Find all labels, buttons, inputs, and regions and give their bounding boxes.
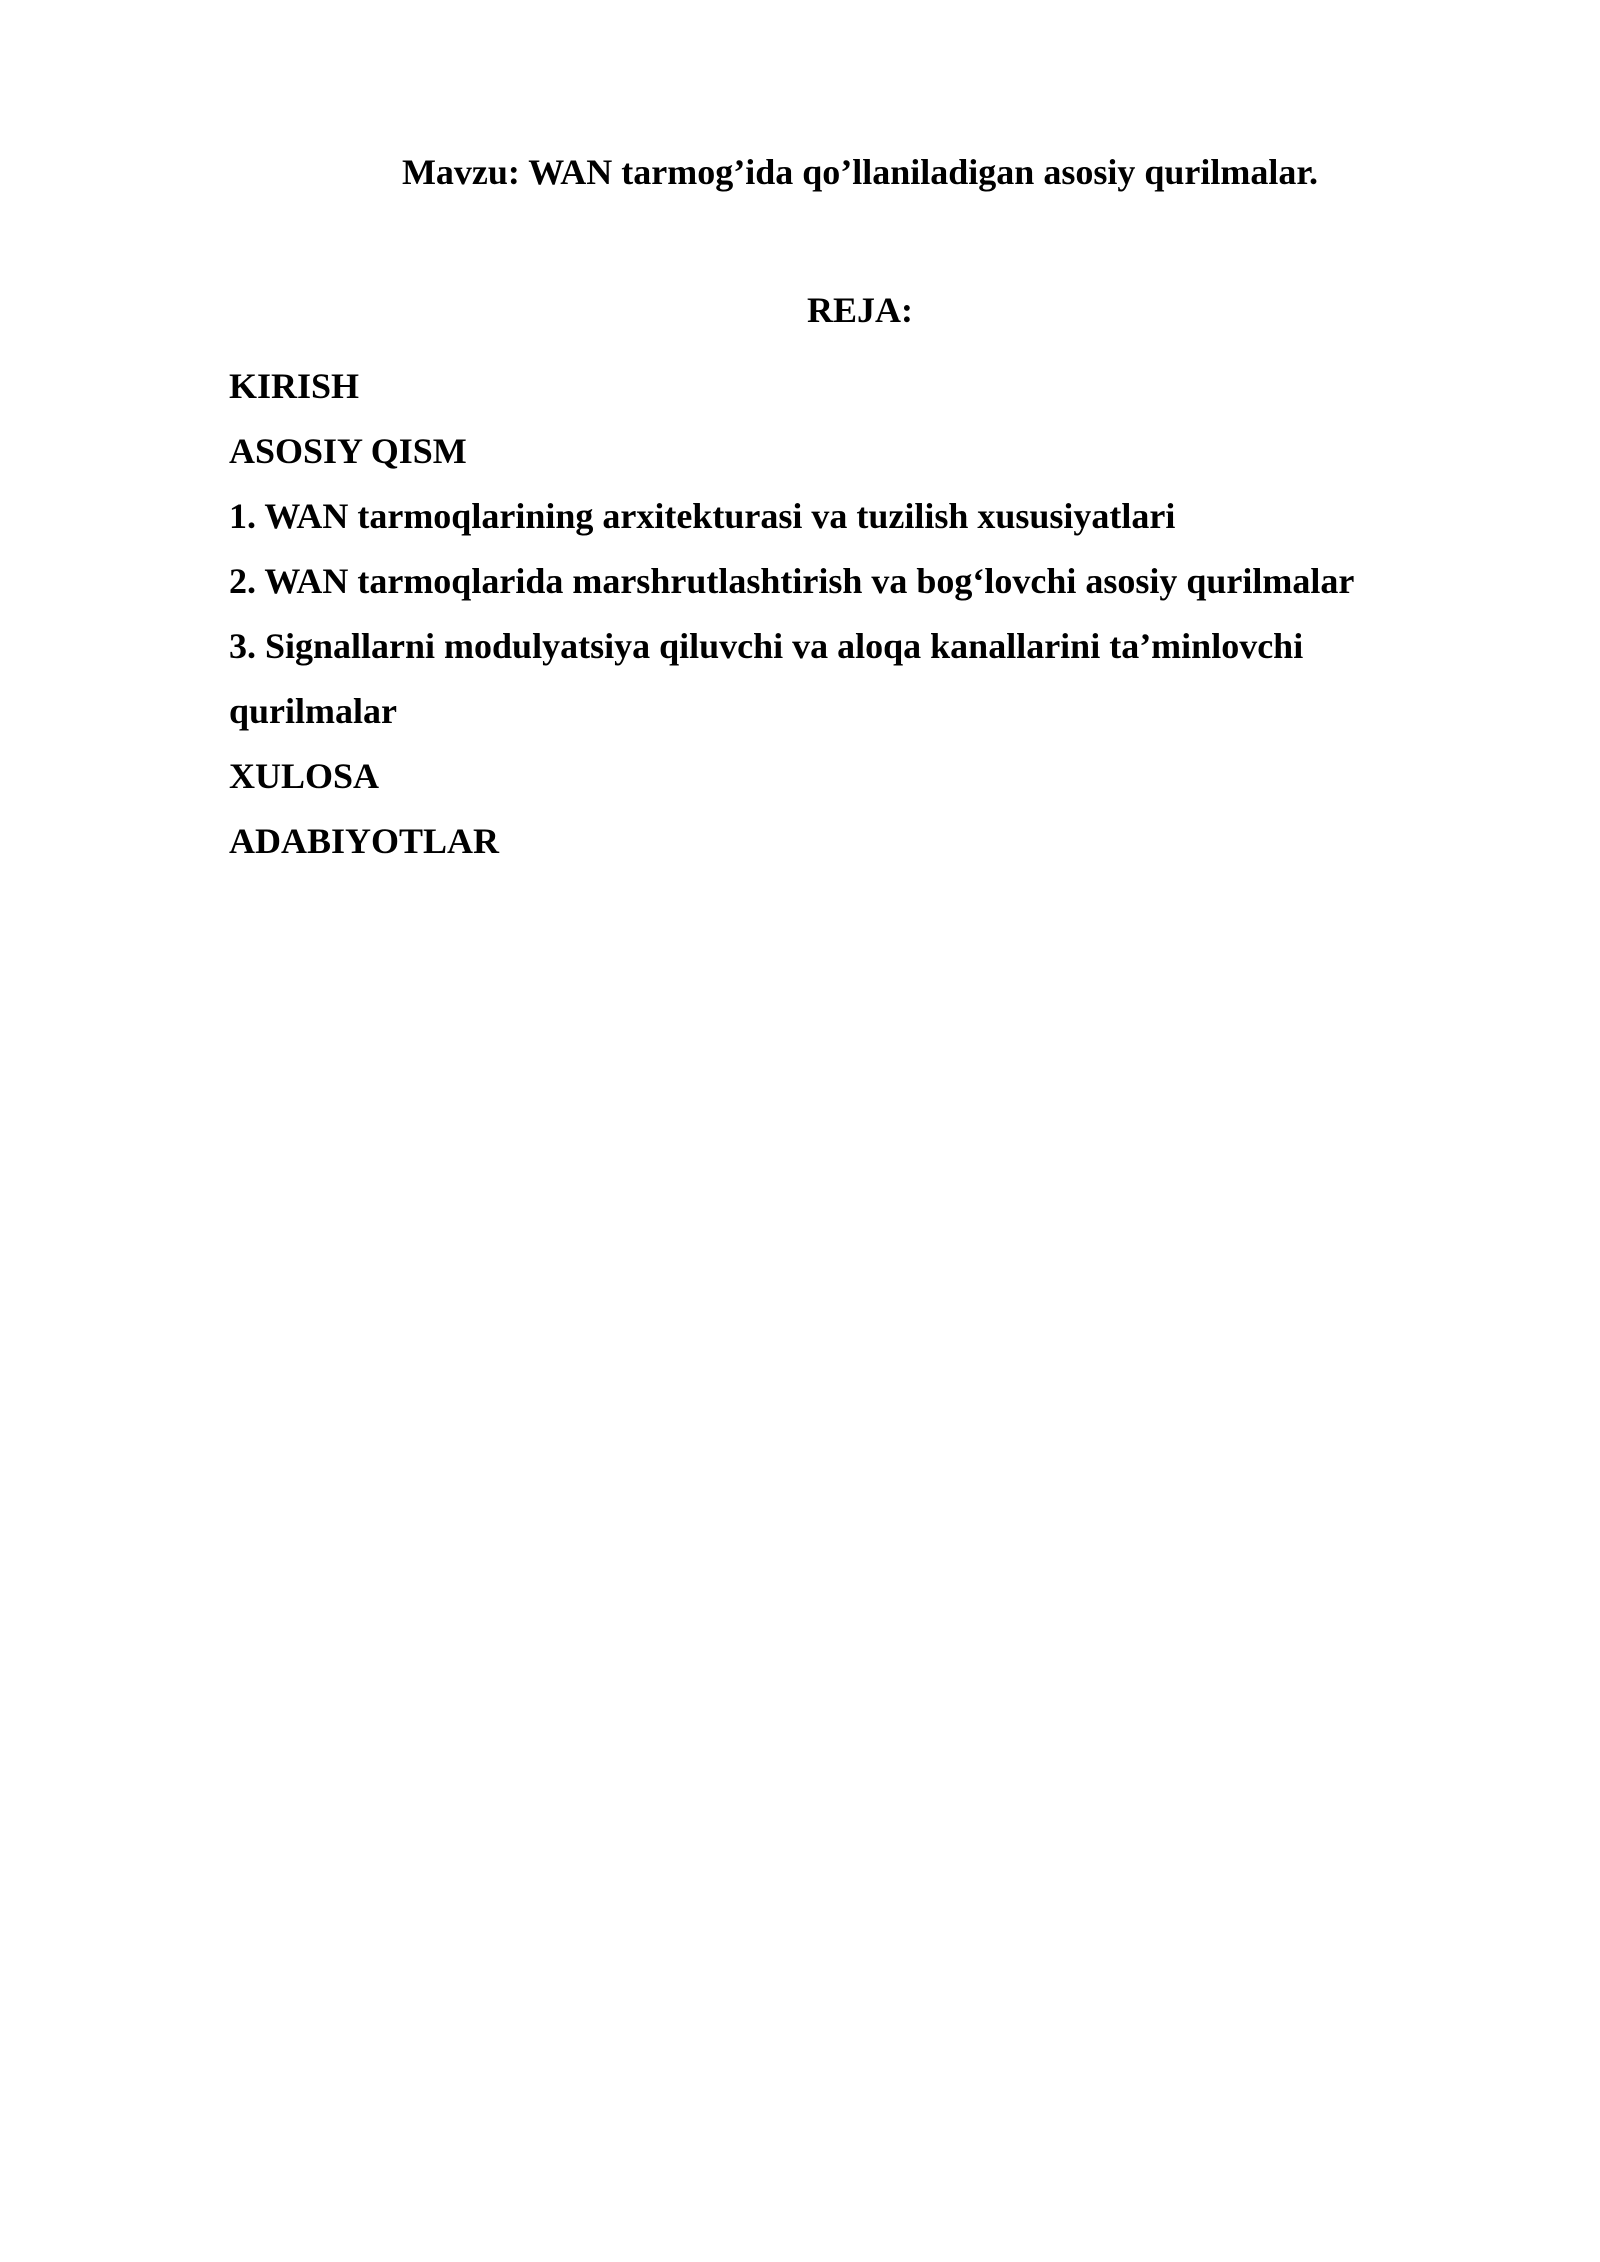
plan-heading: REJA: bbox=[807, 290, 913, 330]
plan-item-references: ADABIYOTLAR bbox=[229, 821, 500, 861]
plan-item-conclusion: XULOSA bbox=[229, 756, 380, 796]
plan-item-2: 2. WAN tarmoqlarida marshrutlashtirish va bog‘lovchi asosiy qurilmalar bbox=[229, 561, 1355, 601]
plan-item-introduction: KIRISH bbox=[229, 366, 360, 406]
document-title: Mavzu: WAN tarmog’ida qo’llaniladigan asosiy qurilmalar. bbox=[401, 152, 1319, 192]
plan-item-1: 1. WAN tarmoqlarining arxitekturasi va tuzilish xususiyatlari bbox=[229, 496, 1176, 536]
plan-item-main-part: ASOSIY QISM bbox=[229, 431, 467, 471]
plan-list bbox=[229, 354, 1429, 874]
plan-item-3-continuation: qurilmalar bbox=[229, 691, 397, 731]
plan-item-3: 3. Signallarni modulyatsiya qiluvchi va aloqa kanallarini ta’minlovchi bbox=[229, 626, 1304, 666]
